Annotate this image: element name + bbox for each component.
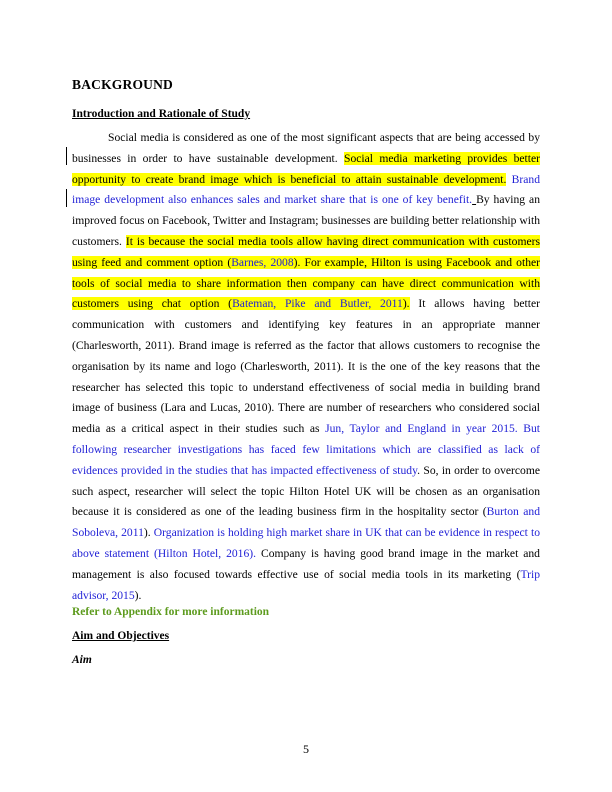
citation: Barnes, 2008 [231,255,294,269]
aim-heading: Aim [72,654,92,666]
blue-text: Organization is holding high market share in UK that can be evidence in respect to above statement (Hilton Hotel, 2016). [72,526,540,560]
aim-objectives-heading: Aim and Objectives [72,630,170,642]
text-run: Company is having good brand image in the market and management is also focused towards effective use of social media tools in its marketing ( [72,546,540,581]
section-heading: BACKGROUND [72,77,174,92]
blue-text: Jun, Taylor and England in year 2015. But following researcher investigations has faced few limitations which are classified as lack of evidences provided in the studies that has impacted effectiveness of study [72,422,540,477]
subsection-heading: Introduction and Rationale of Study [72,108,251,120]
change-bar [66,189,67,207]
change-bar [66,147,67,165]
text-run: ). [134,588,142,602]
text-run: ). [402,297,410,311]
text-run: Social media is considered as one of the most significant aspects that are being accessed by businesses in order to have sustainable development. [72,131,540,165]
text-run: ). [143,526,154,540]
text-run: It is because the social media tools allow having direct communication with customers using feed and comment option ( [72,234,540,269]
citation: Bateman, Pike and Butler, 2011 [232,297,403,311]
highlighted-text: Social media marketing provides better opportunity to create brand image which is beneficial to attain sustainable development. [72,151,540,186]
citation: Trip advisor, 2015 [72,567,540,602]
text-run: By having an improved focus on Facebook, Twitter and Instagram; businesses are building better relationship with customers. [72,193,541,248]
text-run: It allows having better communication with customers and identifying key features in an appropriate manner (Charlesworth, 2011). Brand image is referred as the factor that allows customers to recognise the organisation by its name and logo (Charlesworth, 2011). It is the one of the key reasons that the researcher has selected this topic to understand effectiveness of social media in building brand image of business (Lara and Lucas, 2010). There are number of researchers who considered social media as a critical aspect in their studies such as [72,297,540,436]
appendix-note: Refer to Appendix for more information [72,606,270,618]
page-number: 5 [303,742,309,756]
text-run: ). For example, Hilton is using Facebook and other tools of social media to share information then company can have direct communication with customers using chat option ( [72,255,540,311]
text-run: . So, in order to overcome such aspect, researcher will select the topic Hilton Hotel UK will be chosen as an organisation because it is considered as one of the leading business firm in the hospitality sector ( [72,463,540,519]
citation: Burton and Soboleva, 2011 [72,505,541,540]
body-paragraph [72,128,540,606]
blue-text: Brand image development also enhances sales and market share that is one of key benefit. [72,172,541,207]
